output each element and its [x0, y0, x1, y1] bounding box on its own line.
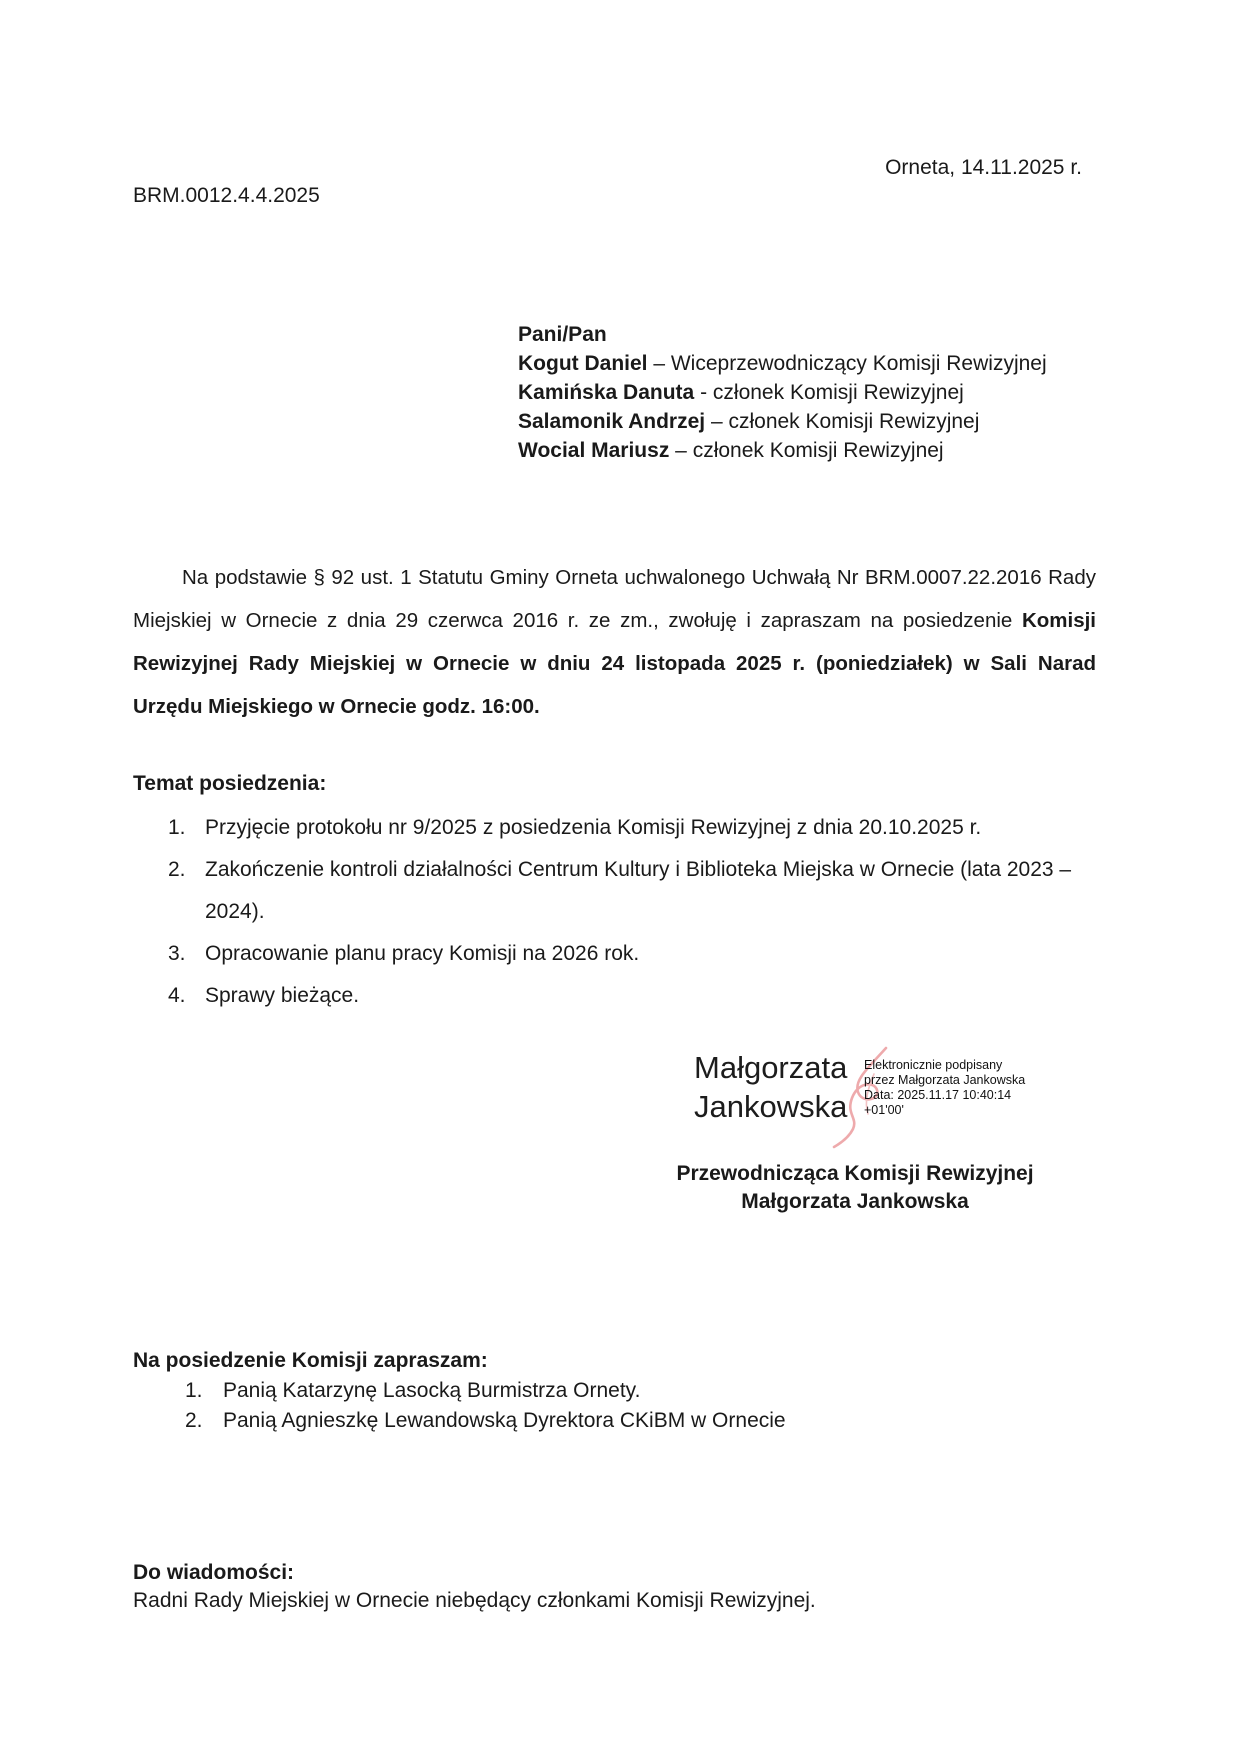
- item-text: Panią Katarzynę Lasocką Burmistrza Ornety.: [223, 1379, 641, 1402]
- signer-name: Małgorzata Jankowska: [741, 1190, 969, 1213]
- agenda-list: [133, 807, 1096, 1017]
- item-number: 2.: [185, 1409, 203, 1432]
- member-separator: –: [647, 352, 671, 375]
- reference-number: BRM.0012.4.4.2025: [133, 184, 320, 207]
- stamp-detail-line: Elektronicznie podpisany: [864, 1058, 1003, 1072]
- member-role: Wiceprzewodniczący Komisji Rewizyjnej: [670, 352, 1047, 375]
- body-intro-bold: Komisji Rewizyjnej Rady Miejskiej w Ornecie w dniu 24 listopada 2025 r. (poniedziałek) w Sali Narad Urzędu Miejskiego w Ornecie godz. 16:00.: [133, 609, 1096, 718]
- signer-role: Przewodnicząca Komisji Rewizyjnej: [676, 1162, 1034, 1185]
- item-text: Sprawy bieżące.: [205, 984, 360, 1007]
- footer-block: [133, 1559, 1096, 1615]
- body-paragraph: [133, 556, 1096, 728]
- recipients-block: [518, 320, 1047, 465]
- recipients-salutation: Pani/Pan: [518, 323, 607, 346]
- recipient-row: [518, 407, 1047, 436]
- agenda-item: [133, 975, 1096, 1017]
- signature-stamp-details: [864, 1058, 1025, 1118]
- member-name: Kogut Daniel: [518, 352, 648, 375]
- footer-text: Radni Rady Miejskiej w Ornecie niebędący członkami Komisji Rewizyjnej.: [133, 1589, 816, 1612]
- item-text: Przyjęcie protokołu nr 9/2025 z posiedzenia Komisji Rewizyjnej z dnia 20.10.2025 r.: [205, 816, 982, 839]
- member-name: Kamińska Danuta: [518, 381, 695, 404]
- member-role: członek Komisji Rewizyjnej: [728, 410, 980, 433]
- stamp-detail-line: +01'00': [864, 1103, 904, 1117]
- member-role: członek Komisji Rewizyjnej: [712, 381, 964, 404]
- recipient-row: [518, 349, 1047, 378]
- item-text: Panią Agnieszkę Lewandowską Dyrektora CKiBM w Ornecie: [223, 1409, 786, 1432]
- signature-stamp-name: [694, 1048, 847, 1126]
- recipient-row: [518, 378, 1047, 407]
- item-number: 4.: [168, 984, 186, 1007]
- invitees-heading: Na posiedzenie Komisji zapraszam:: [133, 1349, 488, 1372]
- date-line: Orneta, 14.11.2025 r.: [885, 156, 1082, 179]
- member-separator: -: [694, 381, 713, 404]
- member-separator: –: [705, 410, 729, 433]
- member-name: Wocial Mariusz: [518, 439, 670, 462]
- item-number: 1.: [185, 1379, 203, 1402]
- invitees-block: [133, 1346, 1096, 1436]
- stamp-name-line1: Małgorzata: [694, 1050, 848, 1085]
- signer-block: [645, 1160, 1065, 1216]
- item-number: 3.: [168, 942, 186, 965]
- stamp-name-line2: Jankowska: [694, 1089, 848, 1124]
- agenda-item: [133, 933, 1096, 975]
- invitee-item: [133, 1406, 1096, 1436]
- stamp-detail-line: Data: 2025.11.17 10:40:14: [864, 1088, 1012, 1102]
- member-name: Salamonik Andrzej: [518, 410, 706, 433]
- agenda-item: [133, 807, 1096, 849]
- stamp-detail-line: przez Małgorzata Jankowska: [864, 1073, 1026, 1087]
- recipient-row: [518, 436, 1047, 465]
- member-separator: –: [669, 439, 693, 462]
- agenda-heading: Temat posiedzenia:: [133, 772, 327, 795]
- item-text: Opracowanie planu pracy Komisji na 2026 rok.: [205, 942, 640, 965]
- agenda-item: [133, 849, 1096, 933]
- item-number: 1.: [168, 816, 186, 839]
- member-role: członek Komisji Rewizyjnej: [692, 439, 944, 462]
- footer-heading: Do wiadomości:: [133, 1561, 295, 1584]
- body-intro-regular: Na podstawie § 92 ust. 1 Statutu Gminy Orneta uchwalonego Uchwałą Nr BRM.0007.22.2016 Rady Miejskiej w Ornecie z dnia 29 czerwca 2016 r. ze zm., zwołuję i zapraszam na posiedzenie: [133, 566, 1096, 632]
- item-text: Zakończenie kontroli działalności Centrum Kultury i Biblioteka Miejska w Ornecie (lata 2023 – 2024).: [205, 858, 1072, 923]
- invitee-item: [133, 1376, 1096, 1406]
- item-number: 2.: [168, 858, 186, 881]
